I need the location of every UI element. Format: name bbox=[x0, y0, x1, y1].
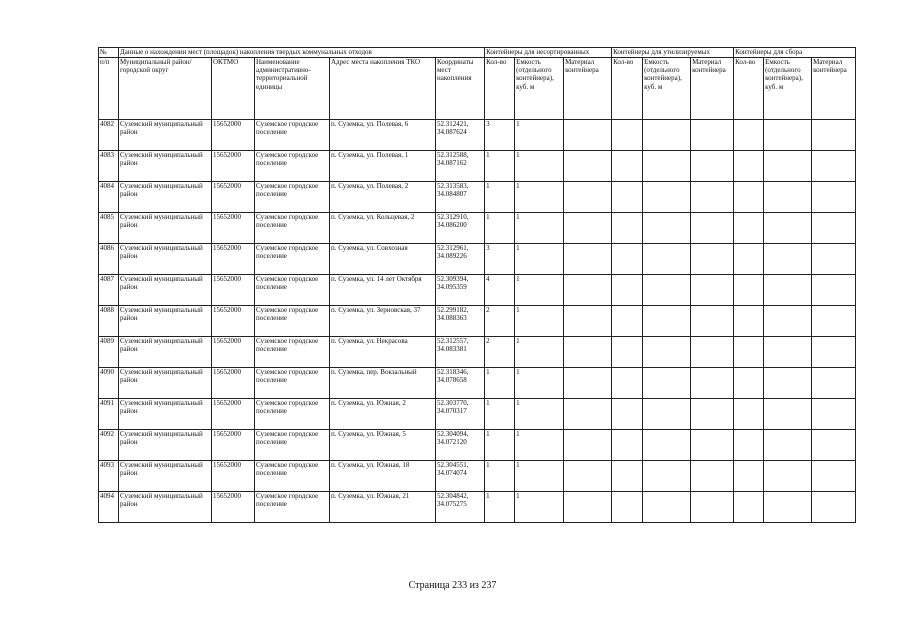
cell-cl-material bbox=[812, 368, 856, 399]
cell-ns-material bbox=[564, 368, 612, 399]
cell-cl-count bbox=[734, 244, 764, 275]
cell-ns-count: 1 bbox=[485, 461, 515, 492]
cell-admin-unit: Суземское городское поселение bbox=[255, 244, 330, 275]
table-row bbox=[99, 151, 856, 182]
cell-rc-material bbox=[691, 182, 734, 213]
cell-cl-count bbox=[734, 182, 764, 213]
cell-address: п. Суземка, ул. Некрасова bbox=[330, 337, 436, 368]
cell-rc-count bbox=[612, 399, 643, 430]
cell-cl-capacity bbox=[764, 182, 812, 213]
cell-admin-unit: Суземское городское поселение bbox=[255, 275, 330, 306]
header-ns-material: Материал контейнера bbox=[564, 58, 612, 120]
cell-coords: 52.299182, 34.088363 bbox=[436, 306, 485, 337]
cell-cl-count bbox=[734, 430, 764, 461]
cell-cl-material bbox=[812, 461, 856, 492]
cell-no: 4094 bbox=[99, 492, 119, 523]
cell-rc-capacity bbox=[643, 275, 691, 306]
cell-coords: 52.304551, 34.074074 bbox=[436, 461, 485, 492]
cell-ns-material bbox=[564, 461, 612, 492]
cell-oktmo: 15652000 bbox=[212, 368, 255, 399]
cell-oktmo: 15652000 bbox=[212, 120, 255, 151]
cell-no: 4092 bbox=[99, 430, 119, 461]
cell-cl-material bbox=[812, 337, 856, 368]
cell-cl-count bbox=[734, 399, 764, 430]
cell-address: п. Суземка, ул. Полевая, 6 bbox=[330, 120, 436, 151]
cell-ns-material bbox=[564, 430, 612, 461]
cell-rc-count bbox=[612, 151, 643, 182]
header-district: Муниципальный район/городской округ bbox=[119, 58, 212, 120]
cell-rc-material bbox=[691, 213, 734, 244]
cell-district: Суземский муниципальный район bbox=[119, 337, 212, 368]
cell-address: п. Суземка, ул. Кольцевая, 2 bbox=[330, 213, 436, 244]
cell-rc-capacity bbox=[643, 244, 691, 275]
cell-cl-count bbox=[734, 461, 764, 492]
cell-district: Суземский муниципальный район bbox=[119, 306, 212, 337]
cell-admin-unit: Суземское городское поселение bbox=[255, 461, 330, 492]
cell-oktmo: 15652000 bbox=[212, 492, 255, 523]
cell-rc-capacity bbox=[643, 182, 691, 213]
cell-oktmo: 15652000 bbox=[212, 337, 255, 368]
cell-rc-material bbox=[691, 492, 734, 523]
cell-coords: 52.312961, 34.089226 bbox=[436, 244, 485, 275]
cell-cl-material bbox=[812, 120, 856, 151]
cell-rc-count bbox=[612, 182, 643, 213]
cell-admin-unit: Суземское городское поселение bbox=[255, 430, 330, 461]
page-of: из bbox=[469, 580, 479, 591]
cell-address: п. Суземка, ул. Южная, 2 bbox=[330, 399, 436, 430]
cell-rc-capacity bbox=[643, 399, 691, 430]
header-admin-unit: Наименование административно-территориальной единицы bbox=[255, 58, 330, 120]
cell-coords: 52.312557, 34.083381 bbox=[436, 337, 485, 368]
cell-oktmo: 15652000 bbox=[212, 182, 255, 213]
cell-ns-capacity: 1 bbox=[515, 275, 564, 306]
header-address: Адрес места накопления ТКО bbox=[330, 58, 436, 120]
cell-ns-capacity: 1 bbox=[515, 399, 564, 430]
cell-ns-capacity: 1 bbox=[515, 461, 564, 492]
cell-cl-capacity bbox=[764, 461, 812, 492]
header-cl-count: Кол-во bbox=[734, 58, 764, 120]
cell-district: Суземский муниципальный район bbox=[119, 120, 212, 151]
table-row bbox=[99, 368, 856, 399]
cell-address: п. Суземка, ул. Зерновская, 37 bbox=[330, 306, 436, 337]
table-row bbox=[99, 213, 856, 244]
cell-admin-unit: Суземское городское поселение bbox=[255, 368, 330, 399]
cell-cl-capacity bbox=[764, 430, 812, 461]
cell-cl-count bbox=[734, 275, 764, 306]
header-sub-row bbox=[99, 58, 856, 120]
cell-cl-capacity bbox=[764, 213, 812, 244]
cell-address: п. Суземка, ул. Полевая, 2 bbox=[330, 182, 436, 213]
cell-cl-capacity bbox=[764, 306, 812, 337]
cell-oktmo: 15652000 bbox=[212, 461, 255, 492]
table-row bbox=[99, 337, 856, 368]
cell-cl-count bbox=[734, 492, 764, 523]
cell-district: Суземский муниципальный район bbox=[119, 461, 212, 492]
cell-rc-material bbox=[691, 337, 734, 368]
cell-rc-capacity bbox=[643, 120, 691, 151]
table-row bbox=[99, 306, 856, 337]
cell-cl-material bbox=[812, 399, 856, 430]
page-current: 233 bbox=[452, 580, 468, 591]
cell-cl-capacity bbox=[764, 368, 812, 399]
cell-no: 4089 bbox=[99, 337, 119, 368]
cell-cl-capacity bbox=[764, 151, 812, 182]
cell-ns-capacity: 1 bbox=[515, 151, 564, 182]
waste-sites-table bbox=[98, 47, 856, 523]
cell-admin-unit: Суземское городское поселение bbox=[255, 213, 330, 244]
cell-cl-capacity bbox=[764, 275, 812, 306]
header-cl-capacity: Емкость (отдельного контейнера), куб. м bbox=[764, 58, 812, 120]
header-rc-capacity: Емкость (отдельного контейнера), куб. м bbox=[643, 58, 691, 120]
cell-coords: 52.313583, 34.084807 bbox=[436, 182, 485, 213]
header-location-data: Данные о нахождении мест (площадок) накопления твердых коммунальных отходов bbox=[119, 48, 485, 58]
header-collection: Контейнеры для сбора bbox=[734, 48, 856, 58]
cell-oktmo: 15652000 bbox=[212, 430, 255, 461]
cell-cl-material bbox=[812, 275, 856, 306]
cell-rc-count bbox=[612, 337, 643, 368]
cell-coords: 52.312421, 34.087624 bbox=[436, 120, 485, 151]
table-row bbox=[99, 399, 856, 430]
cell-rc-material bbox=[691, 430, 734, 461]
cell-ns-material bbox=[564, 275, 612, 306]
cell-no: 4082 bbox=[99, 120, 119, 151]
cell-cl-material bbox=[812, 213, 856, 244]
cell-admin-unit: Суземское городское поселение bbox=[255, 151, 330, 182]
cell-ns-material bbox=[564, 244, 612, 275]
cell-district: Суземский муниципальный район bbox=[119, 399, 212, 430]
cell-cl-material bbox=[812, 244, 856, 275]
table-row bbox=[99, 492, 856, 523]
header-recyclable: Контейнеры для утилизируемых bbox=[612, 48, 734, 58]
header-no: № bbox=[99, 48, 119, 58]
cell-cl-material bbox=[812, 306, 856, 337]
cell-admin-unit: Суземское городское поселение bbox=[255, 399, 330, 430]
cell-ns-material bbox=[564, 399, 612, 430]
cell-district: Суземский муниципальный район bbox=[119, 213, 212, 244]
cell-ns-count: 3 bbox=[485, 244, 515, 275]
cell-ns-count: 1 bbox=[485, 368, 515, 399]
cell-ns-material bbox=[564, 492, 612, 523]
table-row bbox=[99, 275, 856, 306]
cell-ns-capacity: 1 bbox=[515, 368, 564, 399]
cell-rc-material bbox=[691, 306, 734, 337]
cell-cl-material bbox=[812, 430, 856, 461]
cell-rc-capacity bbox=[643, 151, 691, 182]
cell-cl-count bbox=[734, 213, 764, 244]
cell-oktmo: 15652000 bbox=[212, 151, 255, 182]
cell-address: п. Суземка, ул. Полевая, 1 bbox=[330, 151, 436, 182]
table-row bbox=[99, 244, 856, 275]
cell-no: 4085 bbox=[99, 213, 119, 244]
cell-rc-count bbox=[612, 244, 643, 275]
cell-admin-unit: Суземское городское поселение bbox=[255, 337, 330, 368]
cell-ns-count: 1 bbox=[485, 492, 515, 523]
cell-coords: 52.312588, 34.087162 bbox=[436, 151, 485, 182]
cell-cl-capacity bbox=[764, 399, 812, 430]
cell-rc-capacity bbox=[643, 306, 691, 337]
cell-no: 4091 bbox=[99, 399, 119, 430]
cell-coords: 52.318346, 34.078658 bbox=[436, 368, 485, 399]
cell-address: п. Суземка, ул. Совхозная bbox=[330, 244, 436, 275]
cell-rc-material bbox=[691, 275, 734, 306]
cell-address: п. Суземка, пер. Вокзальный bbox=[330, 368, 436, 399]
cell-rc-material bbox=[691, 120, 734, 151]
cell-no: 4088 bbox=[99, 306, 119, 337]
cell-oktmo: 15652000 bbox=[212, 306, 255, 337]
cell-admin-unit: Суземское городское поселение bbox=[255, 306, 330, 337]
cell-ns-capacity: 1 bbox=[515, 492, 564, 523]
cell-admin-unit: Суземское городское поселение bbox=[255, 182, 330, 213]
cell-rc-count bbox=[612, 275, 643, 306]
page-label: Страница bbox=[408, 580, 450, 591]
cell-cl-count bbox=[734, 368, 764, 399]
header-group-row bbox=[99, 48, 856, 58]
cell-coords: 52.304842, 34.075275 bbox=[436, 492, 485, 523]
cell-cl-capacity bbox=[764, 337, 812, 368]
cell-cl-count bbox=[734, 151, 764, 182]
cell-cl-material bbox=[812, 151, 856, 182]
cell-ns-count: 1 bbox=[485, 213, 515, 244]
table-row bbox=[99, 120, 856, 151]
table-row bbox=[99, 182, 856, 213]
cell-ns-capacity: 1 bbox=[515, 244, 564, 275]
cell-cl-count bbox=[734, 306, 764, 337]
cell-address: п. Суземка, ул. Южная, 18 bbox=[330, 461, 436, 492]
cell-district: Суземский муниципальный район bbox=[119, 368, 212, 399]
cell-admin-unit: Суземское городское поселение bbox=[255, 120, 330, 151]
cell-address: п. Суземка, ул. 14 лет Октября bbox=[330, 275, 436, 306]
cell-ns-material bbox=[564, 120, 612, 151]
cell-rc-material bbox=[691, 151, 734, 182]
cell-rc-material bbox=[691, 461, 734, 492]
cell-ns-capacity: 1 bbox=[515, 182, 564, 213]
cell-rc-count bbox=[612, 461, 643, 492]
cell-district: Суземский муниципальный район bbox=[119, 492, 212, 523]
cell-coords: 52.309394, 34.095359 bbox=[436, 275, 485, 306]
cell-rc-capacity bbox=[643, 461, 691, 492]
cell-cl-material bbox=[812, 492, 856, 523]
cell-no: 4090 bbox=[99, 368, 119, 399]
cell-cl-capacity bbox=[764, 492, 812, 523]
cell-ns-material bbox=[564, 151, 612, 182]
cell-admin-unit: Суземское городское поселение bbox=[255, 492, 330, 523]
header-ns-count: Кол-во bbox=[485, 58, 515, 120]
cell-coords: 52.303770, 34.070317 bbox=[436, 399, 485, 430]
cell-address: п. Суземка, ул. Южная, 5 bbox=[330, 430, 436, 461]
cell-oktmo: 15652000 bbox=[212, 275, 255, 306]
cell-rc-capacity bbox=[643, 492, 691, 523]
cell-no: 4086 bbox=[99, 244, 119, 275]
cell-no: 4084 bbox=[99, 182, 119, 213]
header-rc-material: Материал контейнера bbox=[691, 58, 734, 120]
header-non-sorted: Контейнеры для несортированных bbox=[485, 48, 612, 58]
cell-ns-count: 1 bbox=[485, 430, 515, 461]
cell-rc-capacity bbox=[643, 213, 691, 244]
cell-ns-capacity: 1 bbox=[515, 430, 564, 461]
table-row bbox=[99, 430, 856, 461]
page-footer bbox=[0, 580, 905, 591]
cell-district: Суземский муниципальный район bbox=[119, 182, 212, 213]
cell-rc-count bbox=[612, 492, 643, 523]
cell-rc-capacity bbox=[643, 337, 691, 368]
cell-ns-count: 1 bbox=[485, 151, 515, 182]
cell-ns-material bbox=[564, 337, 612, 368]
cell-ns-capacity: 1 bbox=[515, 120, 564, 151]
cell-address: п. Суземка, ул. Южная, 21 bbox=[330, 492, 436, 523]
cell-ns-capacity: 1 bbox=[515, 306, 564, 337]
cell-no: 4087 bbox=[99, 275, 119, 306]
header-oktmo: ОКТМО bbox=[212, 58, 255, 120]
page-total: 237 bbox=[481, 580, 497, 591]
cell-coords: 52.312910, 34.086200 bbox=[436, 213, 485, 244]
cell-rc-count bbox=[612, 213, 643, 244]
header-cl-material: Материал контейнера bbox=[812, 58, 856, 120]
cell-rc-count bbox=[612, 368, 643, 399]
cell-ns-capacity: 1 bbox=[515, 213, 564, 244]
cell-cl-material bbox=[812, 182, 856, 213]
cell-ns-material bbox=[564, 213, 612, 244]
cell-ns-count: 4 bbox=[485, 275, 515, 306]
cell-oktmo: 15652000 bbox=[212, 244, 255, 275]
cell-ns-count: 2 bbox=[485, 337, 515, 368]
cell-ns-material bbox=[564, 182, 612, 213]
header-rc-count: Кол-во bbox=[612, 58, 643, 120]
cell-cl-count bbox=[734, 120, 764, 151]
cell-rc-count bbox=[612, 306, 643, 337]
table-row bbox=[99, 461, 856, 492]
cell-ns-count: 2 bbox=[485, 306, 515, 337]
cell-rc-count bbox=[612, 430, 643, 461]
cell-oktmo: 15652000 bbox=[212, 213, 255, 244]
cell-district: Суземский муниципальный район bbox=[119, 244, 212, 275]
cell-rc-capacity bbox=[643, 430, 691, 461]
cell-district: Суземский муниципальный район bbox=[119, 275, 212, 306]
cell-no: 4093 bbox=[99, 461, 119, 492]
cell-ns-count: 1 bbox=[485, 182, 515, 213]
cell-rc-capacity bbox=[643, 368, 691, 399]
cell-rc-material bbox=[691, 399, 734, 430]
cell-rc-material bbox=[691, 244, 734, 275]
header-ns-capacity: Емкость (отдельного контейнера), куб. м bbox=[515, 58, 564, 120]
cell-district: Суземский муниципальный район bbox=[119, 430, 212, 461]
cell-coords: 52.304094, 34.072120 bbox=[436, 430, 485, 461]
cell-oktmo: 15652000 bbox=[212, 399, 255, 430]
cell-ns-capacity: 1 bbox=[515, 337, 564, 368]
cell-cl-capacity bbox=[764, 120, 812, 151]
cell-rc-count bbox=[612, 120, 643, 151]
cell-cl-capacity bbox=[764, 244, 812, 275]
cell-rc-material bbox=[691, 368, 734, 399]
header-coords: Координаты мест накопления bbox=[436, 58, 485, 120]
header-pp: п/п bbox=[99, 58, 119, 120]
cell-district: Суземский муниципальный район bbox=[119, 151, 212, 182]
cell-ns-material bbox=[564, 306, 612, 337]
cell-no: 4083 bbox=[99, 151, 119, 182]
cell-ns-count: 1 bbox=[485, 399, 515, 430]
cell-ns-count: 3 bbox=[485, 120, 515, 151]
cell-cl-count bbox=[734, 337, 764, 368]
